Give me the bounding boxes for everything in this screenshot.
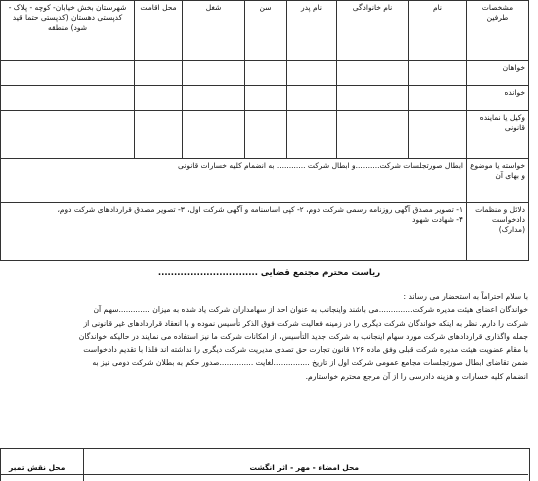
header-name: نام — [409, 1, 467, 61]
defendant-father-cell[interactable] — [287, 86, 337, 111]
petition-body — [10, 290, 528, 383]
row-plaintiff: خواهان — [467, 61, 529, 86]
header-job: شغل — [183, 1, 245, 61]
paragraph-line-1: خواندگان اعضای هیئت مدیره شرکت..............می باشند واینجانب به عنوان احد از سهامداران شرکت یاد شده به میزان .............سهم آن — [93, 305, 528, 315]
header-family: نام خانوادگی — [337, 1, 409, 61]
evidence-text — [1, 203, 467, 261]
paragraph-line-6: انضمام کلیه خسارات و هزینه دادرسی را از آن مرجع محترم خواستارم. — [305, 371, 528, 381]
lawyer-job-cell[interactable] — [183, 111, 245, 159]
defendant-name-cell[interactable] — [409, 86, 467, 111]
bottom-border — [0, 474, 528, 475]
defendant-job-cell[interactable] — [183, 86, 245, 111]
header-age: سن — [245, 1, 287, 61]
evidence-line-1: ۱- تصویر مصدق آگهی روزنامه رسمی شرکت دوم، ۲- کپی اساسنامه و آگهی شرکت اول، ۳- تصویر مصدق قراردادهای شرکت دوم، — [57, 205, 463, 214]
plaintiff-family-cell[interactable] — [337, 61, 409, 86]
signature-label: محل امضاء - مهر - اثر انگشت — [249, 463, 359, 472]
row-lawyer: وکیل یا نماینده قانونی — [467, 111, 529, 159]
lawyer-address-cell[interactable] — [1, 111, 135, 159]
court-title: ریاست محترم مجتمع قضایی ............................... — [157, 268, 381, 278]
plaintiff-residence-cell[interactable] — [135, 61, 183, 86]
defendant-residence-cell[interactable] — [135, 86, 183, 111]
stamp-divider — [83, 449, 84, 481]
lawyer-age-cell[interactable] — [245, 111, 287, 159]
plaintiff-address-cell[interactable] — [1, 61, 135, 86]
stamp-label: محل نقش تمبر — [9, 463, 66, 472]
paragraph-line-3: جمله واگذاری قراردادهای شرکت مورد سهام اینجانب به شرکت جدید التأسیس، از امکانات شرکت ما نیز استفاده می نمایند در حالیکه خواندگان — [78, 331, 528, 341]
lawyer-residence-cell[interactable] — [135, 111, 183, 159]
header-address: شهرستان بخش خیابان- کوچه - پلاک - کدپستی دهستان (کدپستی حتما قید شود) منطقه — [1, 1, 135, 61]
defendant-age-cell[interactable] — [245, 86, 287, 111]
plaintiff-father-cell[interactable] — [287, 61, 337, 86]
paragraph-line-2: شرکت را دارم. نظر به اینکه خواندگان شرکت دیگری را در زمینه فعالیت شرکت فوق الذکر تأسیس نموده و با انعقاد قراردادهای غیر قانونی از — [83, 318, 528, 328]
paragraph-line-5: ضمن تقاضای ابطال صورتجلسات مجامع عمومی شرکت اول از تاریخ ...............لغایت ..............صدور حکم به بطلان شرکت دومی نیز به — [92, 358, 528, 368]
row-evidence-label: دلائل و منظمات دادخواست (مدارک) — [467, 203, 529, 261]
header-residence: محل اقامت — [135, 1, 183, 61]
header-father: نام پدر — [287, 1, 337, 61]
lawyer-father-cell[interactable] — [287, 111, 337, 159]
plaintiff-age-cell[interactable] — [245, 61, 287, 86]
evidence-line-2: ۴- شهادت شهود — [412, 215, 463, 224]
plaintiff-name-cell[interactable] — [409, 61, 467, 86]
header-parties: مشخصات طرفین — [467, 1, 529, 61]
row-claim-label: خواسته یا موضوع و بهای آن — [467, 159, 529, 203]
greeting: با سلام احتراماً به استحضار می رساند : — [403, 292, 528, 301]
defendant-address-cell[interactable] — [1, 86, 135, 111]
lawyer-family-cell[interactable] — [337, 111, 409, 159]
defendant-family-cell[interactable] — [337, 86, 409, 111]
claim-text: ابطال صورتجلسات شرکت..........و ابطال شرکت ............ به انضمام کلیه خسارات قانونی — [1, 159, 467, 203]
signature-area — [0, 448, 530, 481]
lawyer-name-cell[interactable] — [409, 111, 467, 159]
plaintiff-job-cell[interactable] — [183, 61, 245, 86]
row-defendant: خوانده — [467, 86, 529, 111]
paragraph-line-4: با مقام عضویت هیئت مدیره شرکت قبلی وفق ماده ۱۲۶ قانون تجارت حق تصدی مدیریت شرکت دیگری را نداشته اند فلذا با تقدیم دادخواست — [83, 345, 528, 355]
